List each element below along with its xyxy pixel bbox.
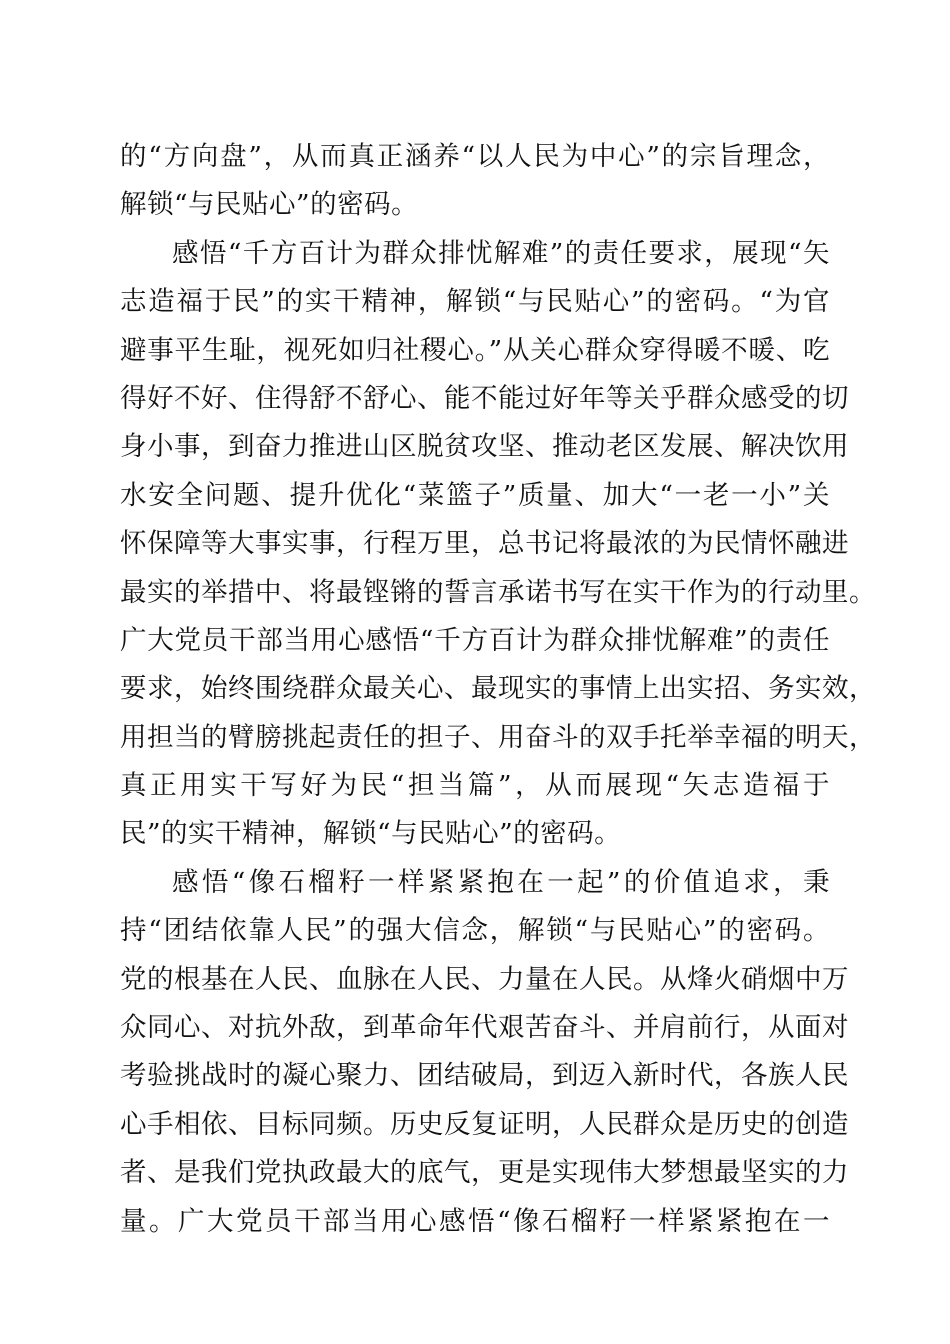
paragraph-start-line: 感悟“千方百计为群众排忧解难”的责任要求，展现“矢	[172, 237, 830, 269]
paragraph-start-line: 感悟“像石榴籽一样紧紧抱在一起”的价值追求，秉	[172, 866, 830, 898]
text-line: 心手相依、目标同频。历史反复证明，人民群众是历史的创造	[120, 1108, 849, 1140]
text-line: 民”的实干精神，解锁“与民贴心”的密码。	[120, 818, 622, 850]
text-line: 者、是我们党执政最大的底气，更是实现伟大梦想最坚实的力	[120, 1157, 849, 1189]
text-line: 解锁“与民贴心”的密码。	[120, 189, 419, 221]
text-line: 要求，始终围绕群众最关心、最现实的事情上出实招、务实效，	[120, 673, 876, 705]
text-line: 避事平生耻，视死如归社稷心。”从关心群众穿得暖不暖、吃	[120, 334, 830, 366]
text-line: 广大党员干部当用心感悟“千方百计为群众排忧解难”的责任	[120, 624, 830, 656]
text-line: 志造福于民”的实干精神，解锁“与民贴心”的密码。“为官	[120, 286, 830, 318]
text-line: 持“团结依靠人民”的强大信念，解锁“与民贴心”的密码。	[120, 915, 830, 947]
text-line: 党的根基在人民、血脉在人民、力量在人民。从烽火硝烟中万	[120, 963, 849, 995]
text-line: 考验挑战时的凝心聚力、团结破局，到迈入新时代，各族人民	[120, 1060, 849, 1092]
text-line: 最实的举措中、将最铿锵的誓言承诺书写在实干作为的行动里。	[120, 576, 876, 608]
text-line: 众同心、对抗外敌，到革命年代艰苦奋斗、并肩前行，从面对	[120, 1012, 849, 1044]
text-line: 身小事，到奋力推进山区脱贫攻坚、推动老区发展、解决饮用	[120, 431, 849, 463]
text-line: 水安全问题、提升优化“菜篮子”质量、加大“一老一小”关	[120, 479, 830, 511]
document-body	[120, 133, 876, 1246]
text-line: 用担当的臂膀挑起责任的担子、用奋斗的双手托举幸福的明天，	[120, 721, 876, 753]
text-line: 怀保障等大事实事，行程万里，总书记将最浓的为民情怀融进	[120, 528, 849, 560]
text-line: 得好不好、住得舒不舒心、能不能过好年等关乎群众感受的切	[120, 382, 849, 414]
text-line: 真正用实干写好为民“担当篇”，从而展现“矢志造福于	[120, 770, 830, 802]
text-line: 量。广大党员干部当用心感悟“像石榴籽一样紧紧抱在一	[120, 1205, 830, 1237]
text-line: 的“方向盘”，从而真正涵养“以人民为中心”的宗旨理念，	[120, 141, 830, 172]
